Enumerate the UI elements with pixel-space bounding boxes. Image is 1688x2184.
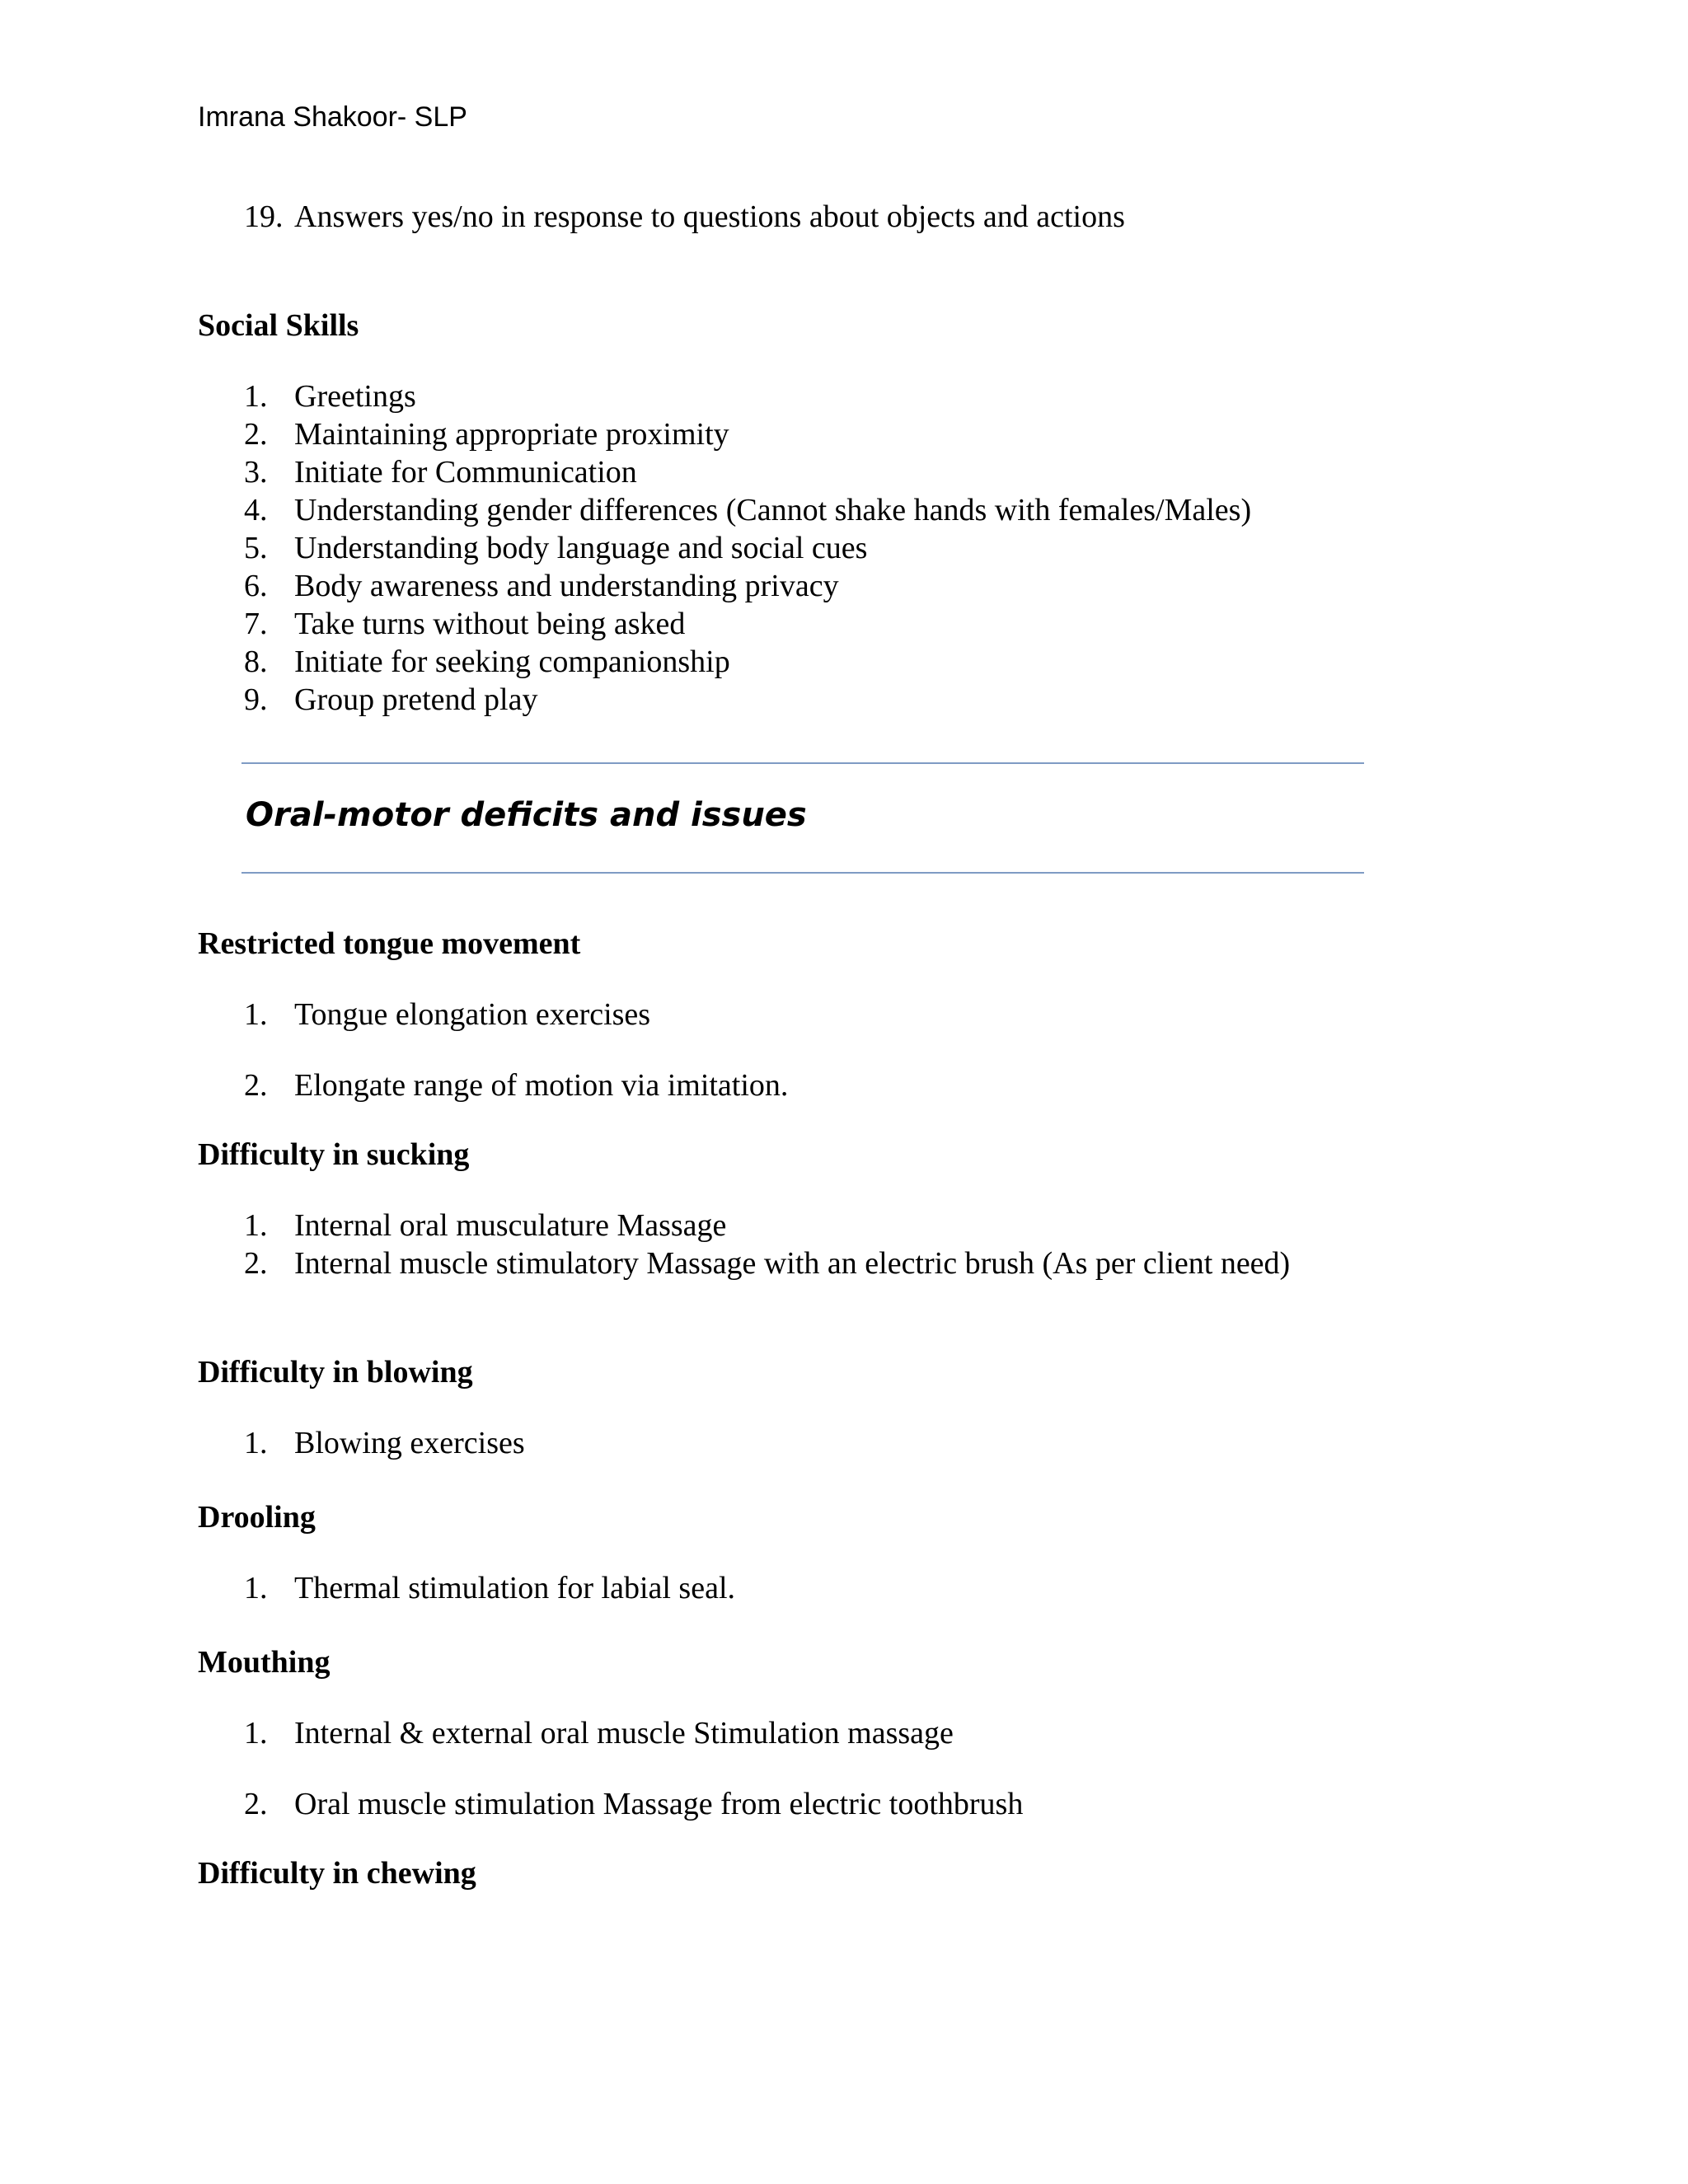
- list-item-text: Internal oral musculature Massage: [294, 1208, 727, 1243]
- list-item-number: 7.: [244, 607, 268, 641]
- list-item-number: 2.: [244, 1068, 268, 1103]
- page-header-author: Imrana Shakoor- SLP: [198, 101, 467, 133]
- list-item-number: 9.: [244, 682, 268, 717]
- list-item-number: 2.: [244, 417, 268, 452]
- list-item-number: 1.: [244, 1571, 268, 1605]
- list-item-text: Initiate for seeking companionship: [294, 644, 730, 679]
- list-item-text: Elongate range of motion via imitation.: [294, 1068, 789, 1103]
- list-item-text: Group pretend play: [294, 682, 538, 717]
- list-item-number: 2.: [244, 1787, 268, 1821]
- list-item-number: 1.: [244, 1716, 268, 1750]
- list-item-text: Thermal stimulation for labial seal.: [294, 1571, 736, 1605]
- list-item-number: 19.: [244, 199, 284, 234]
- list-item-text: Blowing exercises: [294, 1426, 525, 1460]
- section-heading-drooling: Drooling: [198, 1500, 316, 1535]
- list-item-text: Understanding body language and social cues: [294, 531, 868, 565]
- section-heading-mouthing: Mouthing: [198, 1645, 331, 1680]
- list-item-text: Tongue elongation exercises: [294, 997, 651, 1032]
- section-heading-difficulty-in-blowing: Difficulty in blowing: [198, 1355, 473, 1390]
- section-rule-top: [241, 762, 1364, 764]
- list-item-text: Answers yes/no in response to questions about objects and actions: [294, 199, 1125, 234]
- list-item-number: 1.: [244, 997, 268, 1032]
- list-item-number: 1.: [244, 1426, 268, 1460]
- list-item-number: 4.: [244, 493, 268, 527]
- list-item-number: 8.: [244, 644, 268, 679]
- section-heading-social-skills: Social Skills: [198, 308, 359, 343]
- list-item-number: 2.: [244, 1246, 268, 1281]
- list-item-number: 1.: [244, 1208, 268, 1243]
- list-item-number: 6.: [244, 569, 268, 603]
- list-item-text: Understanding gender differences (Cannot shake hands with females/Males): [294, 493, 1252, 527]
- list-item-text: Maintaining appropriate proximity: [294, 417, 729, 452]
- section-heading-difficulty-in-sucking: Difficulty in sucking: [198, 1137, 470, 1172]
- section-heading-difficulty-in-chewing: Difficulty in chewing: [198, 1856, 476, 1891]
- list-item-text: Body awareness and understanding privacy: [294, 569, 839, 603]
- list-item-number: 5.: [244, 531, 268, 565]
- section-title-oral-motor: Oral-motor deficits and issues: [246, 796, 807, 834]
- list-item-text: Internal muscle stimulatory Massage with an electric brush (As per client need): [294, 1246, 1291, 1281]
- section-heading-restricted-tongue-movement: Restricted tongue movement: [198, 926, 581, 961]
- list-item-number: 1.: [244, 379, 268, 414]
- list-item-text: Take turns without being asked: [294, 607, 686, 641]
- list-item-text: Greetings: [294, 379, 416, 414]
- section-rule-bottom: [241, 872, 1364, 874]
- list-item-text: Initiate for Communication: [294, 455, 637, 490]
- list-item-text: Internal & external oral muscle Stimulation massage: [294, 1716, 954, 1750]
- list-item-text: Oral muscle stimulation Massage from electric toothbrush: [294, 1787, 1024, 1821]
- list-item-number: 3.: [244, 455, 268, 490]
